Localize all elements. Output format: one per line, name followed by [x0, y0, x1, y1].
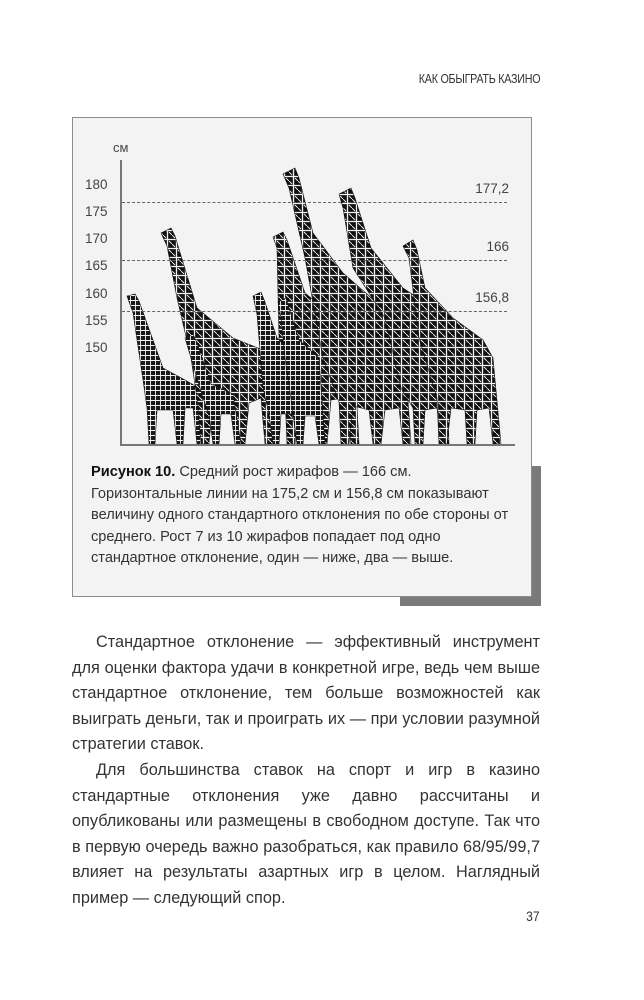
y-tick-180: 180 — [85, 177, 108, 192]
paragraph-1: Стандартное отклонение — эффективный инструмент для оценки фактора удачи в конкретной игре, ведь чем выше стандартное отклонение, тем больше возможностей как выиграть деньги, так и проиграть их — при условии разумной стратегии ставок. — [72, 633, 540, 754]
y-tick-160: 160 — [85, 286, 108, 301]
y-axis — [120, 160, 122, 445]
giraffe-height-chart — [73, 118, 533, 458]
giraffe-herd-illustration — [73, 118, 533, 458]
y-tick-150: 150 — [85, 340, 108, 355]
paragraph-2: Для большинства ставок на спорт и игр в казино стандартные отклонения уже давно рассчитаны и опубликованы или размещены в свободном доступе. Так что в первую очередь важно разобраться, как правило 68/95/99,7 влияет на результаты азартных игр в целом. Наглядный пример — следующий спор. — [72, 760, 540, 907]
y-tick-165: 165 — [85, 258, 108, 273]
reference-label-166: 166 — [486, 239, 509, 254]
y-tick-155: 155 — [85, 313, 108, 328]
reference-line-minus-1sd — [122, 311, 507, 312]
page-number: 37 — [526, 908, 540, 924]
caption-text: Средний рост жирафов — 166 см. Горизонтальные линии на 175,2 см и 156,8 см показывают величину одного стандартного отклонения по обе стороны от среднего. Рост 7 из 10 жирафов попадает под одно стандартное отклонение, один — ниже, два — выше. — [91, 464, 509, 566]
reference-label-156-8: 156,8 — [475, 290, 509, 305]
body-text — [72, 630, 540, 912]
reference-line-mean — [122, 260, 507, 261]
figure-10 — [72, 117, 532, 597]
reference-label-177-2: 177,2 — [475, 181, 509, 196]
y-tick-170: 170 — [85, 231, 108, 246]
unit-label: см — [113, 140, 129, 155]
caption-label: Рисунок 10. — [91, 464, 176, 480]
reference-line-plus-1sd — [122, 202, 507, 203]
running-head: КАК ОБЫГРАТЬ КАЗИНО — [418, 72, 540, 86]
figure-caption — [91, 462, 515, 570]
x-axis — [120, 444, 515, 446]
y-tick-175: 175 — [85, 204, 108, 219]
